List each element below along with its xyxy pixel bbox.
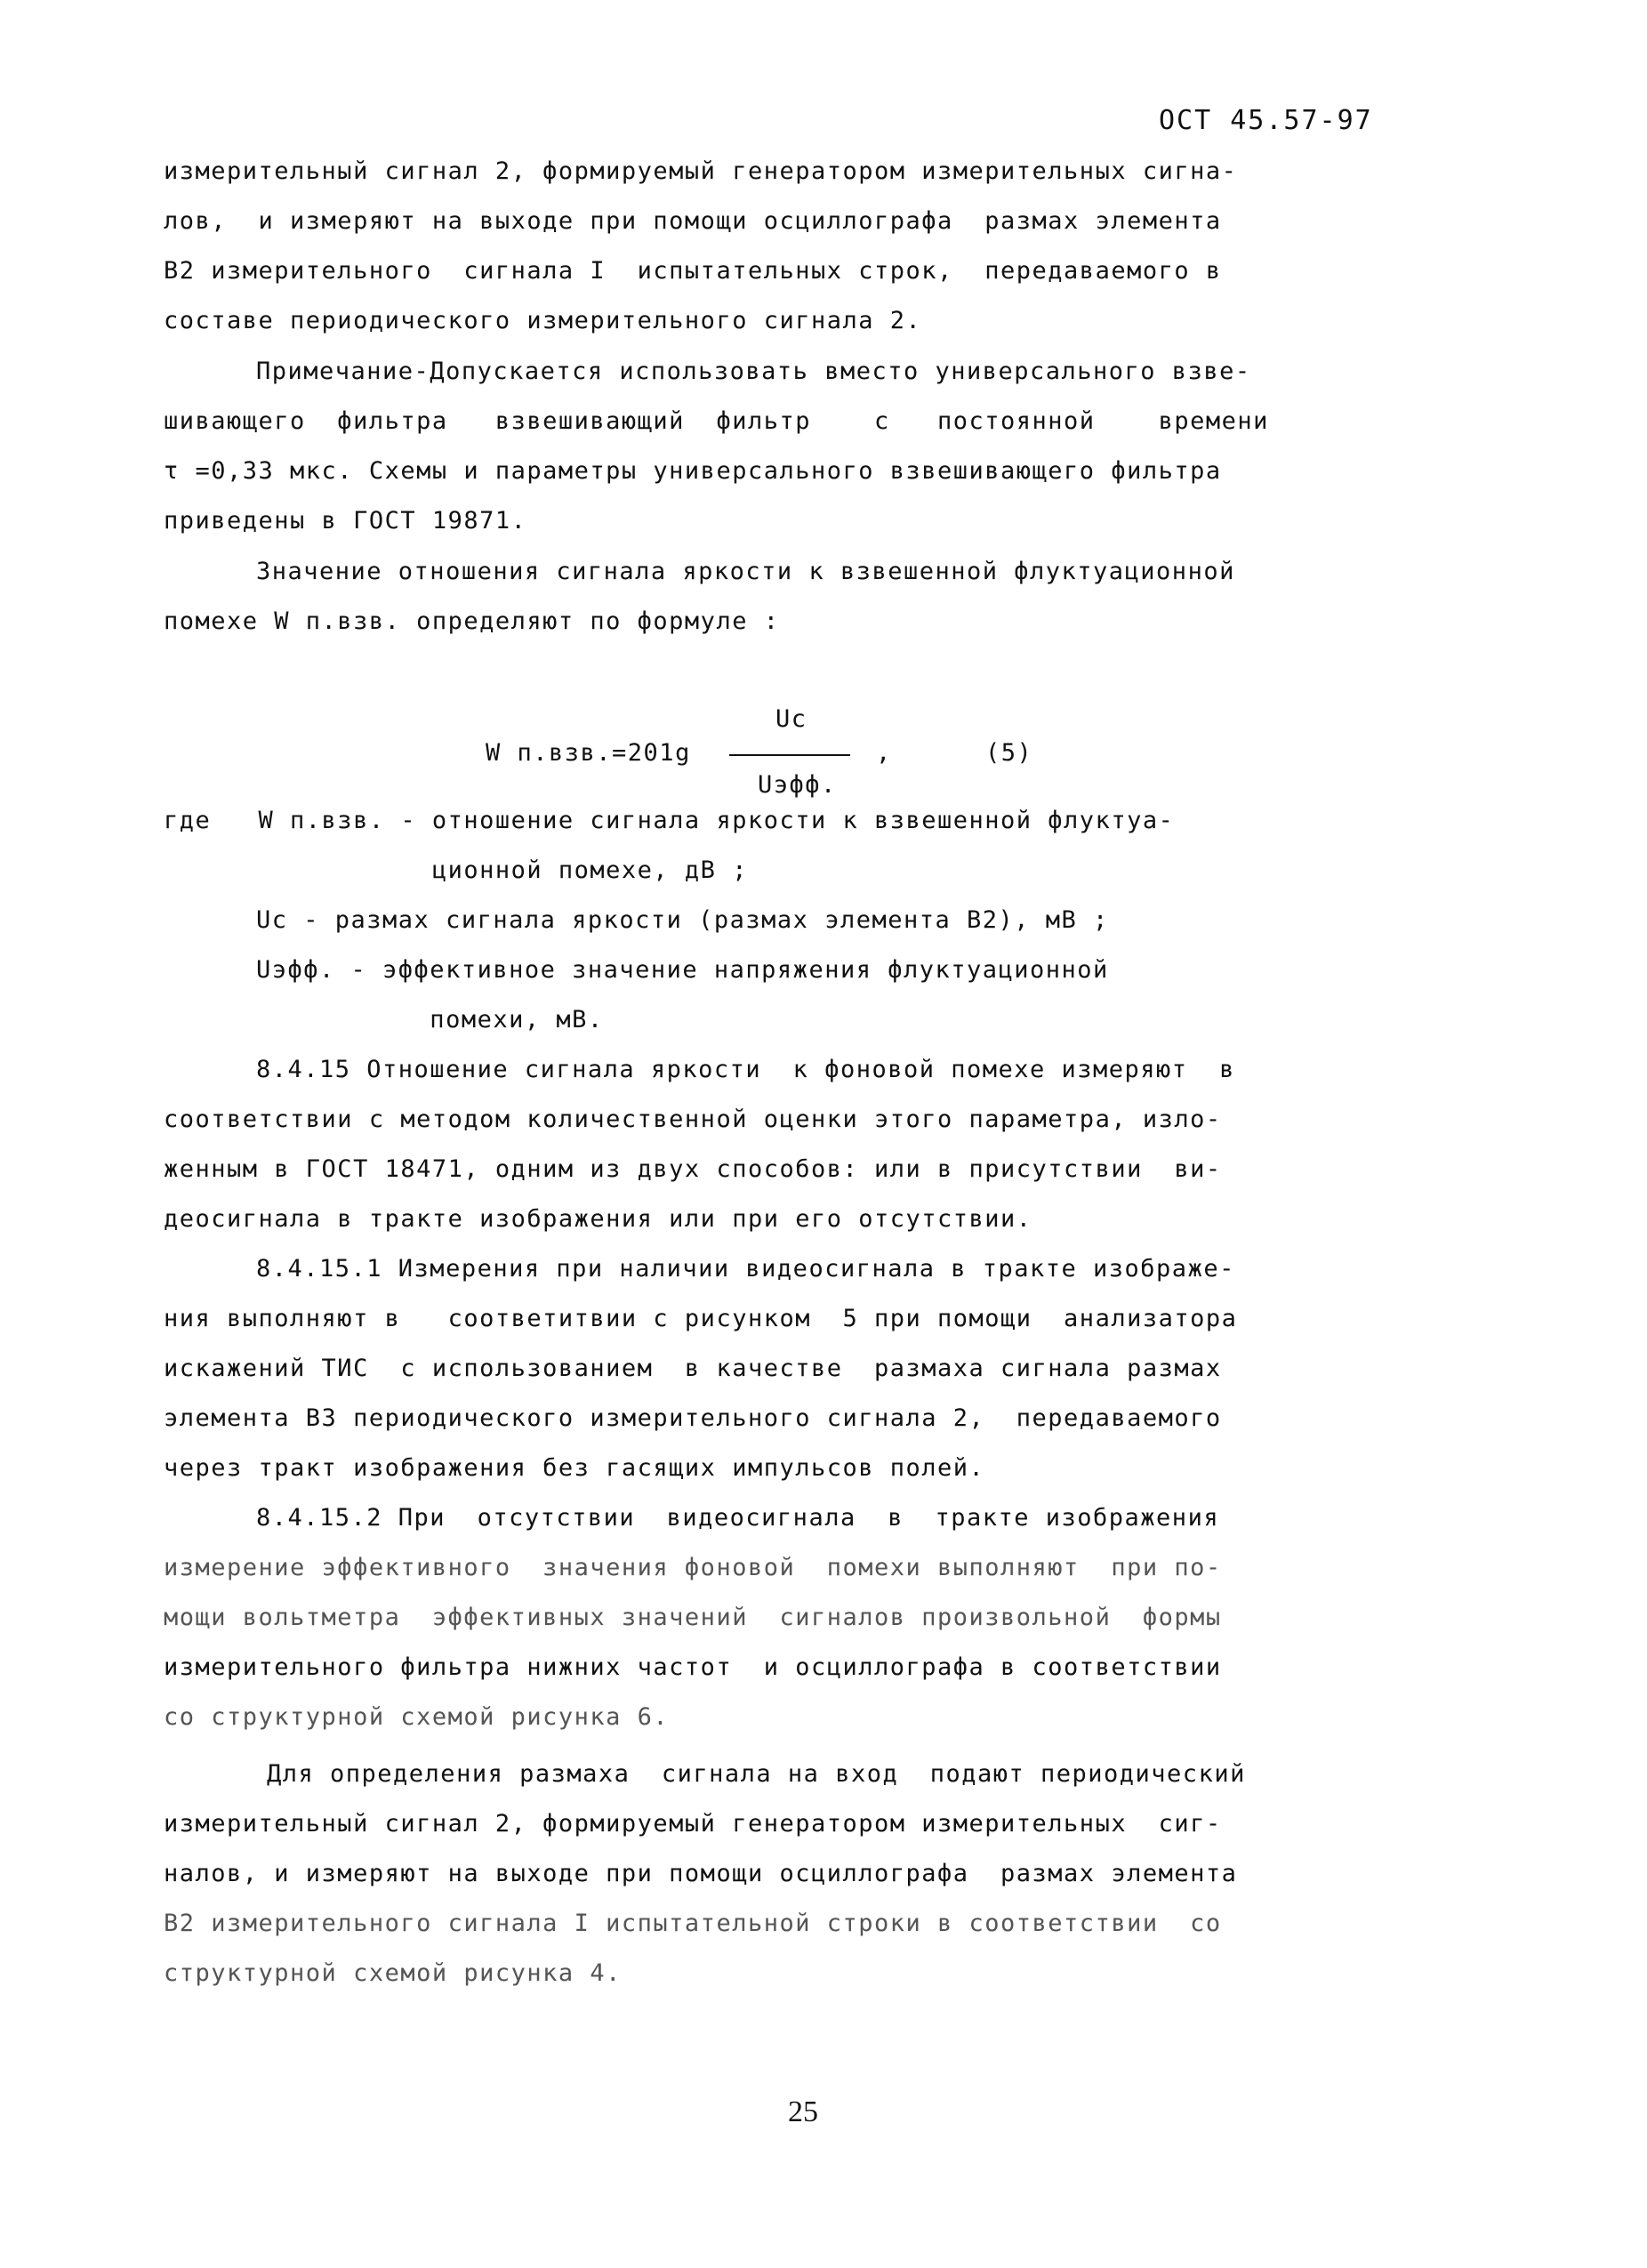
formula-denominator: Uэфф. [758, 771, 837, 799]
where-line: где W п.взв. - отношение сигнала яркости к взвешенной флуктуа- [164, 807, 1175, 834]
note-line: приведены в ГОСТ 19871. [164, 507, 527, 535]
text-line: лов, и измеряют на выходе при помощи осциллографа размах элемента [164, 207, 1222, 235]
note-line: τ =0,33 мкс. Схемы и параметры универсального взвешивающего фильтра [164, 457, 1222, 485]
note-line: шивающего фильтра взвешивающий фильтр с постоянной времени [164, 407, 1269, 435]
text-line: измерительного фильтра нижних частот и осциллографа в соответствии [164, 1653, 1222, 1681]
note-line: Примечание-Допускается использовать вместо универсального взве- [256, 358, 1251, 385]
fraction-bar [729, 754, 850, 756]
text-line: 8.4.15.2 При отсутствии видеосигнала в тракте изображения [256, 1504, 1220, 1532]
where-line: Uэфф. - эффективное значение напряжения флуктуационной [256, 956, 1109, 984]
text-line: искажений ТИС с использованием в качестве размаха сигнала размах [164, 1355, 1222, 1382]
text-line: В2 измерительного сигнала I испытательной строки в соответствии со [164, 1910, 1222, 1937]
text-line: Значение отношения сигнала яркости к взвешенной флуктуационной [256, 558, 1235, 585]
document-code: ОСТ 45.57-97 [1159, 105, 1373, 136]
text-line: измерительный сигнал 2, формируемый генератором измерительных сигна- [164, 157, 1238, 185]
text-line: измерение эффективного значения фоновой помехи выполняют при по- [164, 1554, 1222, 1581]
where-line: помехи, мВ. [256, 1006, 604, 1033]
formula-lhs: W п.взв.=201g [486, 739, 691, 767]
text-line: 8.4.15.1 Измерения при наличии видеосигнала в тракте изображе- [256, 1255, 1235, 1283]
text-line: структурной схемой рисунка 4. [164, 1959, 622, 1987]
page-number: 25 [788, 2095, 818, 2128]
where-line: ционной помехе, дВ ; [164, 857, 748, 884]
text-line: женным в ГОСТ 18471, одним из двух способов: или в присутствии ви- [164, 1155, 1222, 1183]
text-line: соответствии с методом количественной оценки этого параметра, изло- [164, 1106, 1222, 1133]
text-line: 8.4.15 Отношение сигнала яркости к фоновой помехе измеряют в [256, 1056, 1235, 1083]
text-line: ния выполняют в соответитвии с рисунком 5 при помощи анализатора [164, 1305, 1238, 1332]
text-line: В2 измерительного сигнала I испытательных строк, передаваемого в [164, 257, 1222, 285]
text-line: помехе W п.взв. определяют по формуле : [164, 607, 780, 635]
where-line: Uc - размах сигнала яркости (размах элемента В2), мВ ; [256, 906, 1109, 934]
text-line: Для определения размаха сигнала на вход подают периодический [267, 1760, 1246, 1788]
text-line: измерительный сигнал 2, формируемый генератором измерительных сиг- [164, 1810, 1222, 1838]
formula-comma: , [876, 739, 892, 767]
text-line: через тракт изображения без гасящих импульсов полей. [164, 1454, 985, 1482]
formula-number: (5) [985, 739, 1033, 767]
text-line: составе периодического измерительного сигнала 2. [164, 307, 922, 334]
text-line: элемента В3 периодического измерительного сигнала 2, передаваемого [164, 1404, 1222, 1432]
text-line: деосигнала в тракте изображения или при его отсутствии. [164, 1205, 1032, 1233]
formula-numerator: Uc [775, 705, 807, 733]
text-line: мощи вольтметра эффективных значений сигналов произвольной формы [164, 1604, 1222, 1631]
text-line: со структурной схемой рисунка 6. [164, 1703, 670, 1731]
text-line: налов, и измеряют на выходе при помощи осциллографа размах элемента [164, 1860, 1238, 1887]
